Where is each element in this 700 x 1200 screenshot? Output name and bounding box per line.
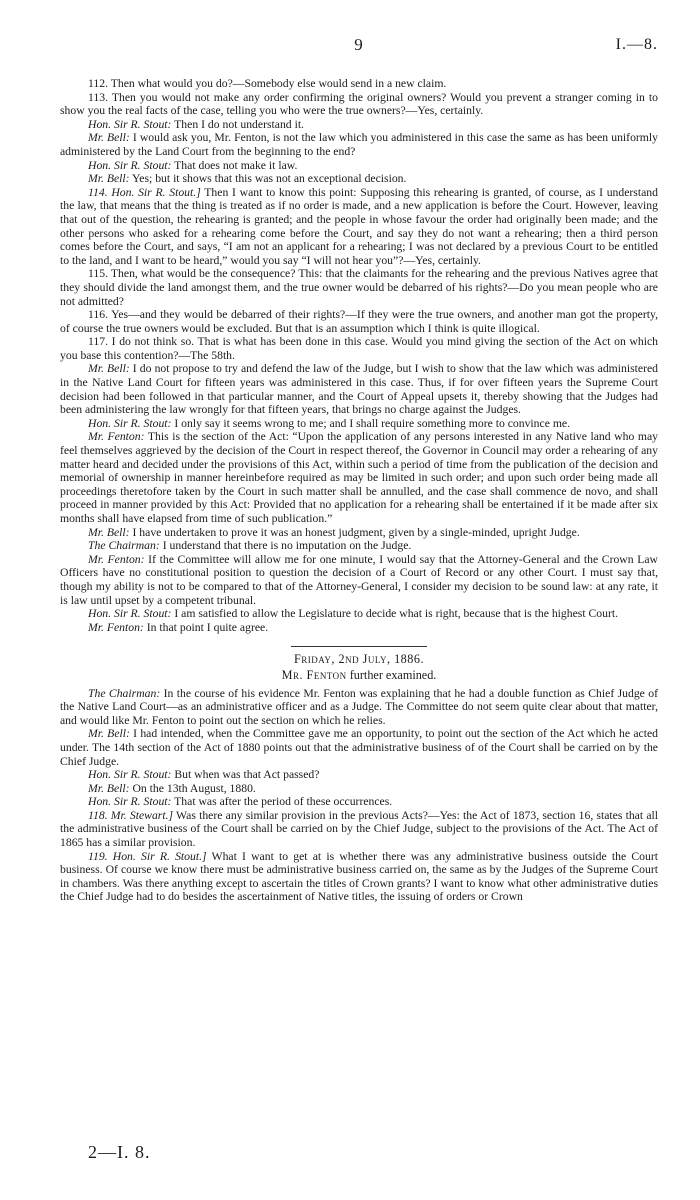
page-header (60, 35, 658, 62)
speaker-label: The Chairman: (88, 539, 160, 553)
paragraph-text: I understand that there is no imputation on the Judge. (159, 539, 412, 553)
paragraph-text: This is the section of the Act: “Upon the application of any persons interested in any Native land who may feel themselves aggrieved by the decision of the Court in respect thereof, the Governor in Council may order a rehearing of any matter heard and decided under the provisions of this Act, within such a period of time from the publication of the decision and memorial of ownership in manner hereinbefore required as may be limited in such order; and upon such order being made all proceedings theretofore taken by the Court in such matter shall be annulled, and the case shall commence de novo, and shall proceed in manner provided by this Act: Provided that no application for a rehearing shall be entertained if it be made after six months shall have elapsed from time of such publication.” (60, 430, 659, 525)
paragraph-text: 113. Then you would not make any order confirming the original owners? Would you prevent a stranger coming in to show you the real facts of the case, telling you who were the true owners?—Yes, certainly. (60, 90, 658, 118)
witness-heading (60, 669, 658, 683)
paragraph (60, 91, 658, 118)
witness-heading-rest: further examined. (346, 667, 437, 682)
paragraph-text: I would ask you, Mr. Fenton, is not the law which you administered in this case the same as has been uniformly administered by the Land Court from the beginning to the end? (60, 131, 658, 158)
paragraph (60, 768, 658, 782)
speaker-label: Hon. Sir R. Stout: (88, 158, 172, 172)
paragraph (60, 267, 658, 308)
speaker-label: Hon. Sir R. Stout: (88, 795, 172, 809)
paragraph (60, 308, 658, 335)
paragraph (60, 526, 658, 540)
paragraph (60, 186, 658, 268)
speaker-label: Mr. Bell: (88, 525, 130, 539)
paragraph (60, 417, 658, 431)
document-reference: I.—8. (615, 36, 658, 53)
paragraph-text: I had intended, when the Committee gave me an opportunity, to point out the section of the Act which he acted under. The 14th section of the Act of 1880 points out that the administrative business of of the Court shall be carried on by the Chief Judge. (60, 727, 658, 768)
document-body (60, 77, 658, 904)
speaker-label: 118. Mr. Stewart.] (88, 808, 174, 822)
paragraph (60, 172, 658, 186)
paragraph (60, 687, 658, 728)
paragraph-text: In the course of his evidence Mr. Fenton was explaining that he had a double function as Chief Judge of the Native Land Court—as an administrative officer and as a Judge. The Committee do not seem quite clear about that matter, and would like Mr. Fenton to point out the section on which he relies. (60, 686, 658, 727)
paragraph-text: I have undertaken to prove it was an honest judgment, given by a single-minded, upright Judge. (129, 525, 580, 539)
paragraph-text: That does not make it law. (171, 158, 298, 172)
paragraph (60, 553, 658, 607)
speaker-label: 114. Hon. Sir R. Stout.] (88, 185, 201, 199)
paragraph-text: Then I want to know this point: Supposing this rehearing is granted, of course, as I understand the law, that means that the thing is treated as if no order is made, and a new application is before the Court. However, leaving that out of the question, the rehearing is granted; and the people in whose favour the order had originally been made; and the other persons who asked for a rehearing come before the Court, and say they do not want a rehearing; then a third person comes before the Court, and says, “I am not an applicant for a rehearing; I was not declared by a previous Court to be entitled to the land, and I want to be heard,” would you say “I will not hear you”?—Yes, certainly. (60, 185, 658, 267)
speaker-label: Hon. Sir R. Stout: (88, 607, 172, 621)
speaker-label: Mr. Bell: (88, 131, 130, 145)
speaker-label: Mr. Bell: (88, 781, 130, 795)
paragraph (60, 430, 658, 525)
paragraph-text: But when was that Act passed? (171, 768, 320, 782)
paragraph (60, 850, 658, 904)
speaker-label: Hon. Sir R. Stout: (88, 416, 172, 430)
paragraph-text: Yes; but it shows that this was not an exceptional decision. (129, 172, 407, 186)
paragraph-text: 115. Then, what would be the consequence? This: that the claimants for the rehearing and the previous Natives agree that they should divide the land amongst them, and the true owner would be debarred of his rights?—Do you mean people who are not admitted? (60, 267, 658, 308)
paragraph-text: Then I do not understand it. (171, 117, 304, 131)
paragraph-text: Was there any similar provision in the previous Acts?—Yes: the Act of 1873, section 16, states that all the administrative business of the Court shall be carried on by the Chief Judge, subject to the provisions of the Act. The Act of 1865 has a similar provision. (60, 808, 658, 850)
paragraph (60, 118, 658, 132)
speaker-label: 119. Hon. Sir R. Stout.] (88, 849, 207, 863)
section-divider (291, 646, 427, 647)
paragraph (60, 809, 658, 850)
paragraph (60, 335, 658, 362)
testimony-section-1 (60, 77, 658, 634)
paragraph (60, 159, 658, 173)
paragraph-text: 116. Yes—and they would be debarred of their rights?—If they were the true owners, and another man got the property, of course the true owners would be excluded. But that is an assumption which I think is quite illogical. (60, 308, 658, 335)
signature-mark: 2—I. 8. (88, 1142, 151, 1162)
paragraph (60, 795, 658, 809)
paragraph-text: I do not propose to try and defend the law of the Judge, but I wish to show that the law which was administered in the Native Land Court for fifteen years was administered in this case. Thus, if for over fifteen years the Supreme Court decision had been followed in that particular manner, and the Court of Appeal upsets it, thereby showing that the Judges had been administering the law wrongly for that fifteen years, that brings no charge against the Judges. (60, 362, 659, 417)
testimony-section-2 (60, 687, 658, 905)
speaker-label: The Chairman: (88, 686, 161, 700)
paragraph-text: What I want to get at is whether there was any administrative business outside the Court business. Of course we know there must be administrative business carried on, the same as by the Judges of the Supreme Court in chambers. Was there anything except to ascertain the titles of Crown grants? I want to know what other administrative duties the Chief Judge had to do besides the ascertainment of Native titles, the issuing of orders or Crown (60, 849, 658, 904)
paragraph (60, 539, 658, 553)
speaker-label: Mr. Bell: (88, 727, 130, 741)
paragraph (60, 727, 658, 768)
speaker-label: Mr. Fenton: (88, 620, 144, 634)
paragraph-text: 117. I do not think so. That is what has been done in this case. Would you mind giving the section of the Act on which you base this contention?—The 58th. (60, 335, 658, 362)
paragraph-text: 112. Then what would you do?—Somebody else would send in a new claim. (88, 77, 447, 90)
paragraph-text: I am satisfied to allow the Legislature to decide what is right, because that is the highest Court. (171, 607, 619, 621)
speaker-label: Mr. Fenton: (88, 552, 145, 566)
speaker-label: Mr. Fenton: (88, 430, 145, 444)
paragraph (60, 362, 658, 416)
paragraph-text: On the 13th August, 1880. (129, 781, 256, 795)
date-heading: Friday, 2nd July, 1886. (293, 652, 425, 667)
paragraph-text: If the Committee will allow me for one minute, I would say that the Attorney-General and the Crown Law Officers have no constitutional position to question the decision of a Court of Record or any other Court. I must say that, though my ability is not to be compared to that of the Attorney-General, I consider my decision to be sound law: at any rate, it is law until upset by a competent tribunal. (60, 552, 658, 607)
speaker-label: Hon. Sir R. Stout: (88, 117, 172, 131)
paragraph (60, 621, 658, 635)
witness-name: Mr. Fenton (281, 667, 347, 682)
paragraph-text: I only say it seems wrong to me; and I shall require something more to convince me. (171, 416, 571, 430)
paragraph (60, 131, 658, 158)
speaker-label: Mr. Bell: (88, 362, 130, 376)
speaker-label: Mr. Bell: (88, 172, 130, 186)
speaker-label: Hon. Sir R. Stout: (88, 768, 172, 782)
paragraph-text: In that point I quite agree. (143, 620, 269, 634)
paragraph (60, 607, 658, 621)
page-number: 9 (354, 35, 364, 54)
paragraph-text: That was after the period of these occurrences. (171, 795, 393, 809)
paragraph (60, 77, 658, 91)
paragraph (60, 782, 658, 796)
